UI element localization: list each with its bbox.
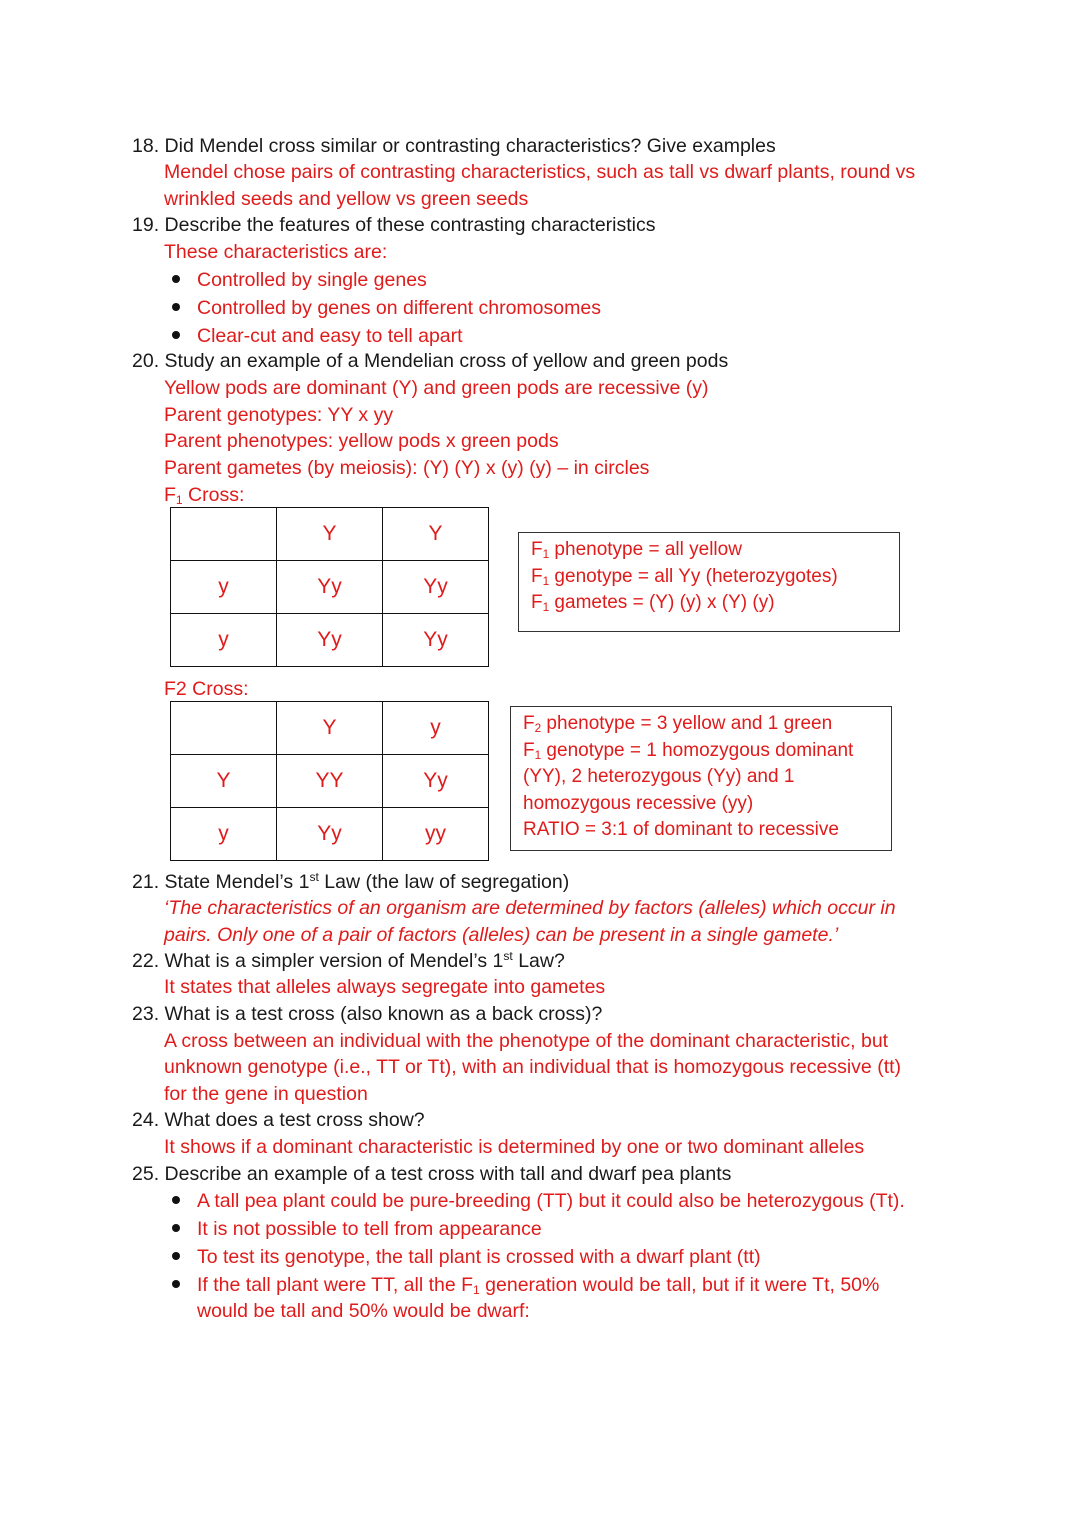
f2-genotype: $F_1$ genotype = 1 homozygous dominant xyxy=(523,739,854,762)
answer-18-line-1: Mendel chose pairs of contrasting characteristics, such as tall vs dwarf plants, round vs xyxy=(164,161,916,183)
punnett-cell: y xyxy=(171,561,277,614)
question-23: 23. What is a test cross (also known as a back cross)? xyxy=(132,1003,603,1025)
answer-25-bullet-2: It is not possible to tell from appearance xyxy=(197,1218,542,1240)
question-24: 24. What does a test cross show? xyxy=(132,1109,425,1131)
f2-genotype-cont-1: (YY), 2 heterozygous (Yy) and 1 xyxy=(523,766,795,787)
answer-23-line-2: unknown genotype (i.e., TT or Tt), with an individual that is homozygous recessive (tt) xyxy=(164,1056,902,1078)
question-22: 22. What is a simpler version of Mendel’s 1st Law? xyxy=(132,949,565,972)
answer-20-line-3: Parent phenotypes: yellow pods x green pods xyxy=(164,430,559,452)
f1-genotype: $F_1$ genotype = all Yy (heterozygotes) xyxy=(531,565,838,588)
answer-25-bullet-4-cont: would be tall and 50% would be dwarf: xyxy=(197,1300,530,1322)
bullet-icon xyxy=(172,303,180,311)
f1-summary-box xyxy=(518,532,900,632)
question-18: 18. Did Mendel cross similar or contrasting characteristics? Give examples xyxy=(132,135,776,157)
answer-20-line-4: Parent gametes (by meiosis): (Y) (Y) x (y) (y) – in circles xyxy=(164,457,650,479)
f1-cross-label: $F_1$ Cross: xyxy=(164,484,245,507)
f2-punnett-square xyxy=(170,701,489,861)
answer-24: It shows if a dominant characteristic is determined by one or two dominant alleles xyxy=(164,1136,865,1158)
answer-25-bullet-4: If the tall plant were TT, all the $F_1$ generation would be tall, but if it were Tt, 50% xyxy=(197,1274,880,1297)
punnett-cell xyxy=(171,508,277,561)
f2-summary-box xyxy=(510,706,892,851)
f1-gametes: $F_1$ gametes = (Y) (y) x (Y) (y) xyxy=(531,592,775,614)
punnett-cell: y xyxy=(171,808,277,861)
punnett-cell: Yy xyxy=(383,561,489,614)
punnett-cell: y xyxy=(171,614,277,667)
answer-19-bullet-2: Controlled by genes on different chromosomes xyxy=(197,297,601,319)
answer-25-bullet-1: A tall pea plant could be pure-breeding (TT) but it could also be heterozygous (Tt). xyxy=(197,1190,905,1212)
question-21: 21. State Mendel’s 1st Law (the law of segregation) xyxy=(132,870,570,893)
punnett-cell: yy xyxy=(383,808,489,861)
punnett-cell: Y xyxy=(383,508,489,561)
question-25: 25. Describe an example of a test cross with tall and dwarf pea plants xyxy=(132,1163,732,1185)
bullet-icon xyxy=(172,1280,180,1288)
answer-22: It states that alleles always segregate into gametes xyxy=(164,976,606,998)
punnett-cell: y xyxy=(383,702,489,755)
answer-21-line-2: pairs. Only one of a pair of factors (alleles) can be present in a single gamete.’ xyxy=(164,924,839,946)
punnett-cell xyxy=(171,702,277,755)
bullet-icon xyxy=(172,275,180,283)
answer-21-line-1: ‘The characteristics of an organism are determined by factors (alleles) which occur in xyxy=(164,897,896,919)
question-20: 20. Study an example of a Mendelian cross of yellow and green pods xyxy=(132,350,729,372)
question-19: 19. Describe the features of these contrasting characteristics xyxy=(132,214,656,236)
f1-phenotype: $F_1$ phenotype = all yellow xyxy=(531,539,742,561)
punnett-cell: Yy xyxy=(277,561,383,614)
f2-cross-label: F2 Cross: xyxy=(164,678,249,700)
punnett-cell: Y xyxy=(277,702,383,755)
answer-20-line-2: Parent genotypes: YY x yy xyxy=(164,404,394,426)
punnett-cell: Yy xyxy=(277,614,383,667)
punnett-cell: YY xyxy=(277,755,383,808)
answer-23-line-1: A cross between an individual with the phenotype of the dominant characteristic, but xyxy=(164,1030,889,1052)
punnett-cell: Y xyxy=(277,508,383,561)
punnett-cell: Yy xyxy=(383,614,489,667)
f1-punnett-square xyxy=(170,507,489,667)
f2-ratio: RATIO = 3:1 of dominant to recessive xyxy=(523,819,839,840)
punnett-cell: Yy xyxy=(277,808,383,861)
answer-19-bullet-3: Clear-cut and easy to tell apart xyxy=(197,325,463,347)
answer-19-intro: These characteristics are: xyxy=(164,241,388,263)
answer-18-line-2: wrinkled seeds and yellow vs green seeds xyxy=(164,188,529,210)
f2-genotype-cont-2: homozygous recessive (yy) xyxy=(523,792,754,814)
answer-20-line-1: Yellow pods are dominant (Y) and green pods are recessive (y) xyxy=(164,377,709,399)
punnett-cell: Y xyxy=(171,755,277,808)
answer-19-bullet-1: Controlled by single genes xyxy=(197,269,427,291)
bullet-icon xyxy=(172,1196,180,1204)
bullet-icon xyxy=(172,1224,180,1232)
f2-phenotype: $F_2$ phenotype = 3 yellow and 1 green xyxy=(523,713,833,735)
answer-25-bullet-3: To test its genotype, the tall plant is crossed with a dwarf plant (tt) xyxy=(197,1246,761,1268)
answer-23-line-3: for the gene in question xyxy=(164,1083,368,1105)
bullet-icon xyxy=(172,1252,180,1260)
bullet-icon xyxy=(172,331,180,339)
punnett-cell: Yy xyxy=(383,755,489,808)
